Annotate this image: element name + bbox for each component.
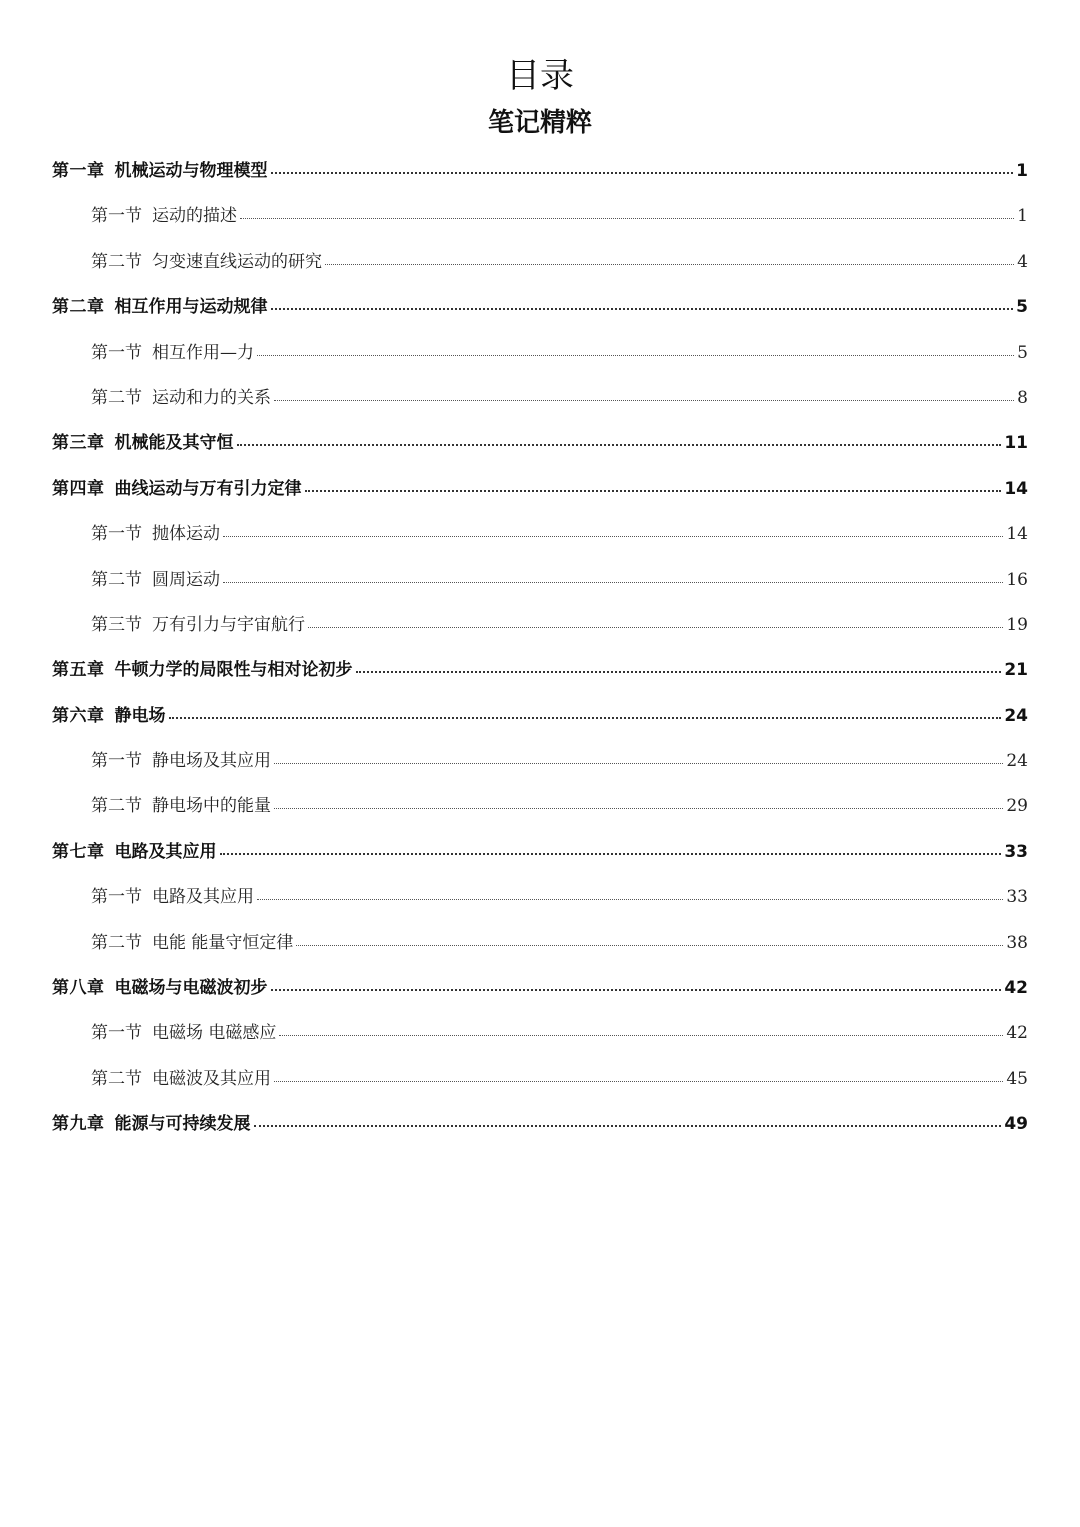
dot-leader bbox=[254, 1115, 1002, 1127]
toc-section-entry[interactable] bbox=[52, 240, 1028, 285]
dot-leader bbox=[271, 298, 1014, 310]
toc-entry-number: 第九章 bbox=[52, 1114, 105, 1135]
toc-entry-page: 19 bbox=[1006, 614, 1028, 635]
toc-entry-number: 第三章 bbox=[52, 433, 105, 454]
toc-entry-label: 抛体运动 bbox=[152, 524, 220, 545]
toc-entry-label: 静电场中的能量 bbox=[152, 796, 271, 817]
table-of-contents bbox=[52, 149, 1028, 1148]
dot-leader bbox=[257, 345, 1014, 356]
toc-entry-label: 静电场 bbox=[114, 705, 166, 726]
dot-leader bbox=[257, 889, 1003, 900]
toc-entry-number: 第二节 bbox=[91, 387, 142, 408]
toc-entry-label: 运动的描述 bbox=[152, 206, 237, 227]
dot-leader bbox=[220, 843, 1002, 855]
toc-entry-label: 电能 能量守恒定律 bbox=[152, 932, 294, 953]
dot-leader bbox=[274, 1071, 1003, 1082]
toc-section-entry[interactable] bbox=[52, 921, 1028, 966]
page-title: 目录 bbox=[506, 56, 574, 96]
toc-entry-number: 第一节 bbox=[91, 751, 142, 772]
toc-entry-number: 第六章 bbox=[52, 705, 105, 726]
toc-section-entry[interactable] bbox=[52, 739, 1028, 784]
dot-leader bbox=[223, 526, 1003, 537]
toc-entry-label: 曲线运动与万有引力定律 bbox=[114, 478, 302, 499]
dot-leader bbox=[296, 935, 1003, 946]
toc-section-entry[interactable] bbox=[52, 331, 1028, 376]
toc-entry-number: 第二章 bbox=[52, 297, 105, 318]
toc-entry-label: 运动和力的关系 bbox=[152, 387, 271, 408]
toc-chapter-entry[interactable] bbox=[52, 467, 1028, 512]
toc-entry-label: 匀变速直线运动的研究 bbox=[152, 251, 322, 272]
toc-entry-label: 电路及其应用 bbox=[152, 887, 254, 908]
toc-entry-page: 4 bbox=[1017, 251, 1028, 272]
toc-section-entry[interactable] bbox=[52, 603, 1028, 648]
toc-entry-number: 第七章 bbox=[52, 841, 105, 862]
dot-leader bbox=[240, 208, 1014, 219]
toc-entry-page: 8 bbox=[1017, 387, 1028, 408]
toc-entry-page: 21 bbox=[1004, 660, 1028, 681]
toc-entry-page: 38 bbox=[1006, 932, 1028, 953]
toc-entry-page: 33 bbox=[1004, 841, 1028, 862]
dot-leader bbox=[237, 434, 1002, 446]
toc-entry-number: 第二节 bbox=[91, 932, 142, 953]
toc-entry-number: 第二节 bbox=[91, 251, 142, 272]
toc-entry-label: 静电场及其应用 bbox=[152, 751, 271, 772]
toc-chapter-entry[interactable] bbox=[52, 285, 1028, 330]
toc-entry-number: 第八章 bbox=[52, 978, 105, 999]
toc-entry-number: 第一节 bbox=[91, 206, 142, 227]
toc-entry-number: 第四章 bbox=[52, 478, 105, 499]
toc-entry-page: 5 bbox=[1017, 342, 1028, 363]
toc-entry-page: 45 bbox=[1006, 1068, 1028, 1089]
toc-section-entry[interactable] bbox=[52, 376, 1028, 421]
dot-leader bbox=[274, 753, 1003, 764]
toc-entry-number: 第二节 bbox=[91, 796, 142, 817]
dot-leader bbox=[325, 254, 1014, 265]
dot-leader bbox=[274, 798, 1003, 809]
dot-leader bbox=[308, 617, 1003, 628]
dot-leader bbox=[271, 162, 1014, 174]
toc-entry-label: 电磁场 电磁感应 bbox=[152, 1023, 277, 1044]
toc-entry-page: 14 bbox=[1004, 478, 1028, 499]
toc-section-entry[interactable] bbox=[52, 194, 1028, 239]
toc-entry-page: 24 bbox=[1006, 751, 1028, 772]
toc-chapter-entry[interactable] bbox=[52, 648, 1028, 693]
page-subtitle: 笔记精粹 bbox=[487, 108, 592, 138]
toc-entry-page: 24 bbox=[1004, 705, 1028, 726]
toc-entry-number: 第一节 bbox=[91, 524, 142, 545]
toc-entry-page: 33 bbox=[1006, 887, 1028, 908]
toc-entry-label: 圆周运动 bbox=[152, 569, 220, 590]
toc-entry-number: 第二节 bbox=[91, 569, 142, 590]
toc-chapter-entry[interactable] bbox=[52, 149, 1028, 194]
dot-leader bbox=[223, 572, 1003, 583]
toc-entry-page: 1 bbox=[1016, 161, 1028, 181]
toc-entry-number: 第一节 bbox=[91, 342, 142, 363]
dot-leader bbox=[169, 707, 1002, 719]
toc-entry-page: 14 bbox=[1006, 524, 1028, 545]
toc-section-entry[interactable] bbox=[52, 1011, 1028, 1056]
toc-entry-label: 万有引力与宇宙航行 bbox=[152, 614, 305, 635]
toc-entry-number: 第二节 bbox=[91, 1068, 142, 1089]
toc-entry-page: 1 bbox=[1017, 206, 1028, 227]
toc-chapter-entry[interactable] bbox=[52, 1102, 1028, 1147]
toc-entry-label: 电路及其应用 bbox=[114, 841, 217, 862]
toc-section-entry[interactable] bbox=[52, 875, 1028, 920]
toc-entry-label: 电磁波及其应用 bbox=[152, 1068, 271, 1089]
toc-entry-label: 机械能及其守恒 bbox=[114, 433, 234, 454]
toc-chapter-entry[interactable] bbox=[52, 830, 1028, 875]
toc-entry-label: 电磁场与电磁波初步 bbox=[114, 978, 268, 999]
dot-leader bbox=[279, 1025, 1003, 1036]
toc-section-entry[interactable] bbox=[52, 784, 1028, 829]
toc-chapter-entry[interactable] bbox=[52, 966, 1028, 1011]
toc-section-entry[interactable] bbox=[52, 558, 1028, 603]
toc-entry-page: 42 bbox=[1006, 1023, 1028, 1044]
toc-entry-label: 机械运动与物理模型 bbox=[114, 161, 268, 181]
toc-entry-number: 第五章 bbox=[52, 660, 105, 681]
toc-entry-label: 牛顿力学的局限性与相对论初步 bbox=[114, 660, 353, 681]
dot-leader bbox=[274, 390, 1014, 401]
toc-entry-label: 相互作用—力 bbox=[152, 342, 254, 363]
dot-leader bbox=[271, 979, 1002, 991]
toc-section-entry[interactable] bbox=[52, 512, 1028, 557]
toc-entry-page: 16 bbox=[1006, 569, 1028, 590]
toc-chapter-entry[interactable] bbox=[52, 694, 1028, 739]
toc-section-entry[interactable] bbox=[52, 1057, 1028, 1102]
toc-entry-number: 第一节 bbox=[91, 1023, 142, 1044]
toc-entry-number: 第一章 bbox=[52, 161, 105, 181]
dot-leader bbox=[356, 661, 1002, 673]
toc-entry-page: 11 bbox=[1004, 433, 1028, 454]
dot-leader bbox=[305, 480, 1002, 492]
toc-entry-page: 49 bbox=[1004, 1114, 1028, 1135]
toc-entry-page: 29 bbox=[1006, 796, 1028, 817]
toc-entry-label: 相互作用与运动规律 bbox=[114, 297, 268, 318]
toc-entry-page: 42 bbox=[1004, 978, 1028, 999]
toc-entry-number: 第三节 bbox=[91, 614, 142, 635]
toc-entry-page: 5 bbox=[1016, 297, 1028, 318]
toc-chapter-entry[interactable] bbox=[52, 421, 1028, 466]
toc-entry-number: 第一节 bbox=[91, 887, 142, 908]
toc-entry-label: 能源与可持续发展 bbox=[114, 1114, 251, 1135]
